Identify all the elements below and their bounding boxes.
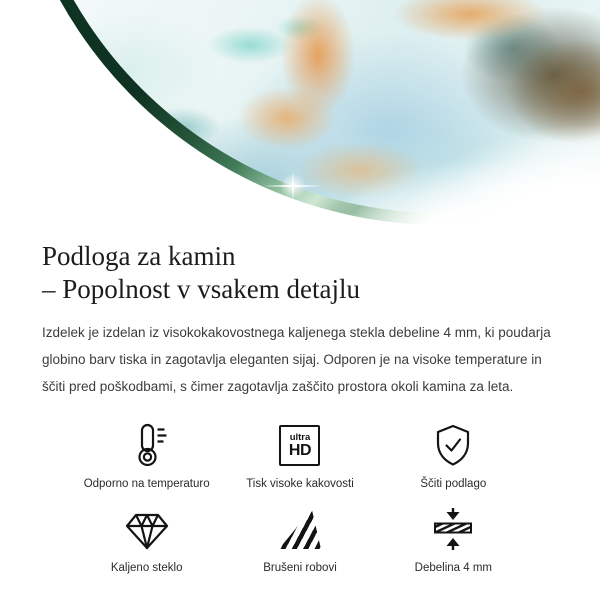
uhd-label-bottom: HD bbox=[288, 441, 312, 459]
shield-check-icon bbox=[430, 422, 476, 468]
feature-label: Debelina 4 mm bbox=[414, 562, 492, 574]
feature-thickness bbox=[377, 506, 530, 574]
feature-tempered-glass bbox=[70, 506, 223, 574]
feature-protects-surface bbox=[377, 422, 530, 490]
features-grid bbox=[70, 422, 530, 574]
diamond-icon bbox=[123, 506, 171, 552]
product-description-text: Izdelek je izdelan iz visokokakovostnega kaljenega stekla debeline 4 mm, ki poudarja globino barv tiska in zagotavlja eleganten sijaj. Odporen je na visoke temperature in ščiti pred poškodbami, s čimer zagotavlja zaščito prostora okoli kamina za leta. bbox=[42, 325, 551, 394]
title-line-1: Podloga za kamin bbox=[42, 241, 236, 271]
title-line-2: – Popolnost v vsakem detajlu bbox=[42, 274, 360, 304]
ultra-hd-icon bbox=[279, 422, 320, 468]
feature-label: Kaljeno steklo bbox=[110, 562, 183, 574]
product-hero-image bbox=[0, 0, 600, 232]
feature-temperature-resistant bbox=[70, 422, 223, 490]
feature-label: Odporno na temperaturo bbox=[83, 478, 210, 490]
beveled-edges-icon bbox=[279, 506, 321, 552]
product-description-section bbox=[0, 232, 600, 574]
feature-beveled-edges bbox=[223, 506, 376, 574]
feature-label: Tisk visoke kakovosti bbox=[246, 478, 354, 490]
sparkle-glow bbox=[279, 172, 307, 200]
feature-label: Brušeni robovi bbox=[263, 562, 337, 574]
feature-print-quality bbox=[223, 422, 376, 490]
thermometer-icon bbox=[124, 422, 170, 468]
thickness-icon bbox=[430, 506, 476, 552]
uhd-label-top: ultra bbox=[289, 431, 311, 443]
page-title bbox=[42, 240, 558, 306]
feature-label: Ščiti podlago bbox=[420, 478, 487, 490]
